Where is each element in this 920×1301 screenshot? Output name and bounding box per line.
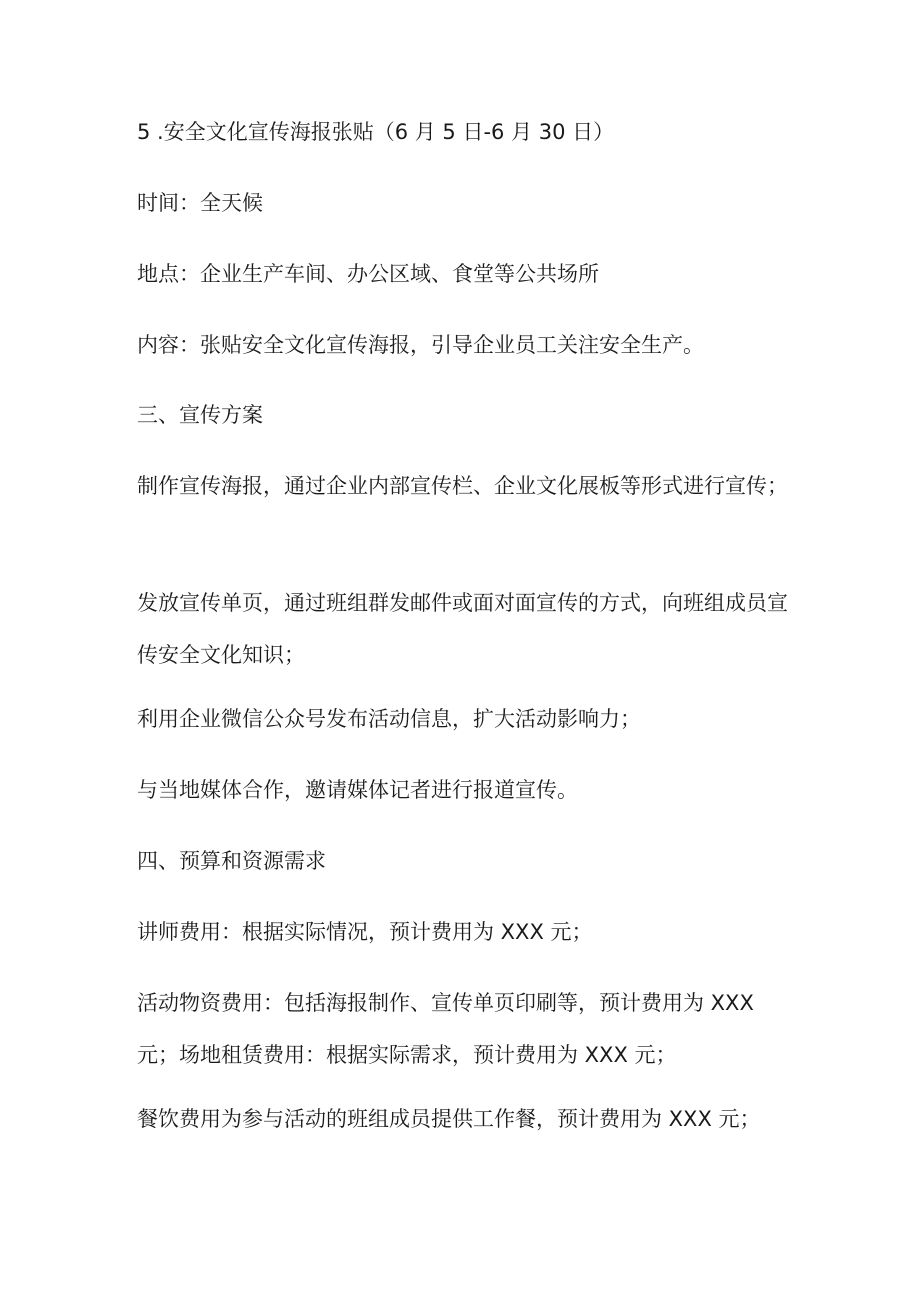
paragraph-lecturer-fee: 讲师费用：根据实际情况，预计费用为 XXX 元； bbox=[137, 920, 593, 944]
paragraph-content: 内容：张贴安全文化宣传海报，引导企业员工关注安全生产。 bbox=[137, 333, 704, 357]
paragraph-location: 地点：企业生产车间、办公区域、食堂等公共场所 bbox=[137, 262, 599, 286]
paragraph-time: 时间：全天候 bbox=[137, 191, 263, 215]
paragraph-posters: 制作宣传海报，通过企业内部宣传栏、企业文化展板等形式进行宣传； bbox=[137, 474, 788, 498]
paragraph-catering-fee: 餐饮费用为参与活动的班组成员提供工作餐，预计费用为 XXX 元； bbox=[137, 1107, 761, 1131]
section-heading-promotion-plan: 三、宣传方案 bbox=[137, 403, 263, 427]
paragraph-media: 与当地媒体合作，邀请媒体记者进行报道宣传。 bbox=[137, 778, 578, 802]
paragraph-materials-fee: 活动物资费用：包括海报制作、宣传单页印刷等，预计费用为 XXX 元；场地租赁费用：根据实际需求，预计费用为 XXX 元； bbox=[137, 991, 761, 1067]
paragraph-leaflets: 发放宣传单页，通过班组群发邮件或面对面宣传的方式，向班组成员宣传安全文化知识； bbox=[137, 591, 788, 667]
paragraph-wechat: 利用企业微信公众号发布活动信息，扩大活动影响力； bbox=[137, 707, 641, 731]
section-heading-budget: 四、预算和资源需求 bbox=[137, 849, 326, 873]
section-heading-poster: 5 .安全文化宣传海报张贴（6 月 5 日-6 月 30 日） bbox=[137, 120, 615, 144]
